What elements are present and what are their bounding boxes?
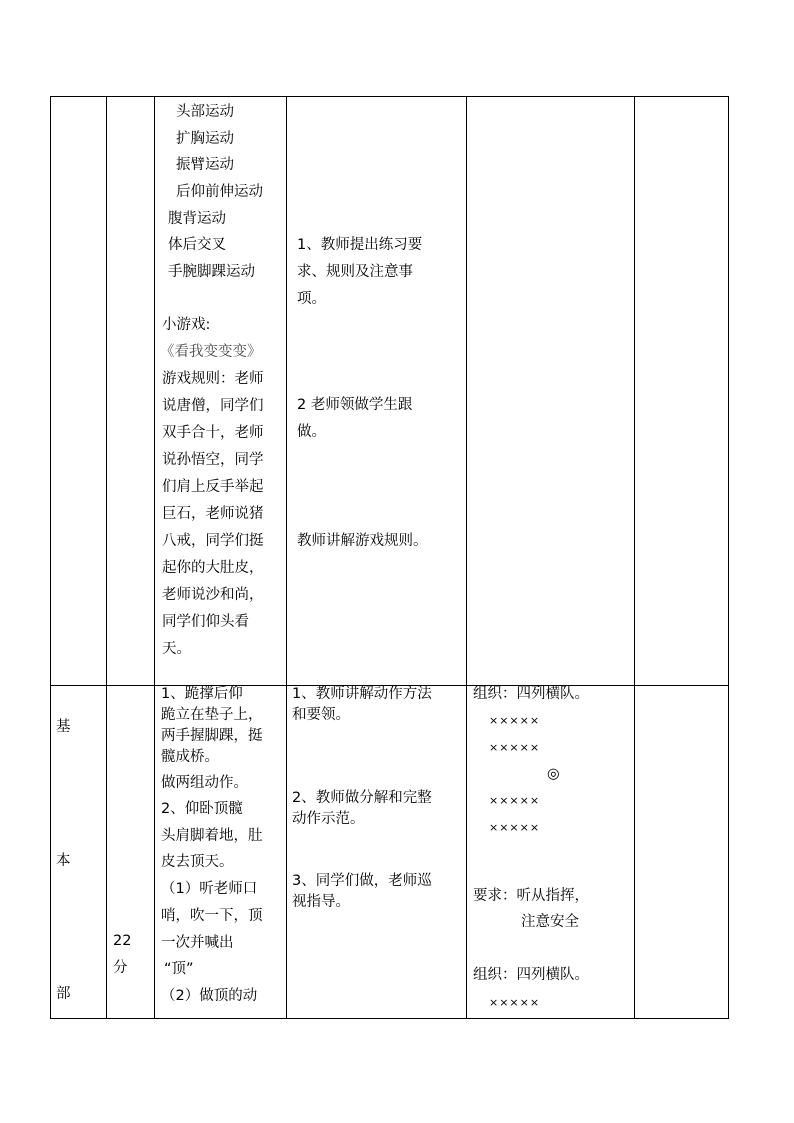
column-divider	[154, 97, 155, 1018]
teacher-position-symbol: ◎	[547, 766, 560, 782]
game-label: 小游戏:	[162, 317, 211, 333]
teacher-line: 和要领。	[292, 707, 350, 723]
content-line: （1）听老师口	[161, 881, 258, 897]
teacher-line: 求、规则及注意事	[297, 264, 413, 280]
requirement-line: 注意安全	[521, 914, 579, 930]
game-rules-line: 们肩上反手举起	[162, 479, 264, 495]
part-label-char: 基	[56, 719, 71, 735]
content-line: 头肩脚着地，肚	[161, 828, 263, 844]
game-rules-line: 说唐僧，同学们	[162, 398, 264, 414]
exercise-item: 手腕脚踝运动	[168, 264, 255, 280]
content-line: 做两组动作。	[161, 775, 248, 791]
teacher-line: 项。	[297, 291, 326, 307]
time-unit: 分	[113, 960, 128, 976]
game-rules-line: 同学们仰头看	[162, 614, 249, 630]
content-line: 一次并喊出	[161, 935, 234, 951]
game-rules-line: 八戒，同学们挺	[162, 533, 264, 549]
game-rules-line: 双手合十，老师	[162, 425, 264, 441]
teacher-line: 1、教师提出练习要	[297, 237, 423, 253]
teacher-line: 2、教师做分解和完整	[292, 790, 432, 806]
formation-row: ×××××	[489, 996, 541, 1009]
content-line: 两手握脚踝，挺	[161, 728, 263, 744]
teacher-line: 教师讲解游戏规则。	[297, 533, 428, 549]
game-name: 《看我变变变》	[160, 344, 262, 360]
content-line: 2、仰卧顶髋	[161, 801, 243, 817]
column-divider	[634, 97, 635, 1018]
formation-row: ×××××	[489, 741, 541, 754]
content-line: “顶”	[164, 961, 194, 977]
time-value: 22	[113, 933, 132, 949]
game-rules-line: 起你的大肚皮，	[162, 560, 264, 576]
teacher-line: 做。	[297, 424, 326, 440]
requirement-line: 要求：听从指挥，	[473, 888, 589, 904]
game-rules-line: 老师说沙和尚，	[162, 587, 264, 603]
column-divider	[106, 97, 107, 1018]
teacher-line: 视指导。	[292, 894, 350, 910]
formation-row: ×××××	[489, 794, 541, 807]
content-line: 1、跪撑后仰	[161, 686, 243, 702]
teacher-line: 2 老师领做学生跟	[297, 397, 413, 413]
game-rules-line: 巨石，老师说猪	[162, 506, 264, 522]
game-rules-line: 游戏规则：老师	[162, 371, 264, 387]
teacher-line: 3、同学们做，老师巡	[292, 873, 432, 889]
column-divider	[466, 97, 467, 1018]
exercise-item: 后仰前伸运动	[176, 184, 263, 200]
part-label-char: 本	[56, 853, 71, 869]
content-line: （2）做顶的动	[161, 988, 258, 1004]
formation-row: ×××××	[489, 714, 541, 727]
exercise-item: 振臂运动	[176, 157, 234, 173]
exercise-item: 腹背运动	[168, 211, 226, 227]
content-line: 哨，吹一下，顶	[161, 908, 263, 924]
content-line: 皮去顶天。	[161, 854, 234, 870]
organization-label: 组织：四列横队。	[473, 967, 589, 983]
game-rules-line: 天。	[162, 641, 191, 657]
teacher-line: 1、教师讲解动作方法	[292, 686, 432, 702]
part-label-char: 部	[56, 986, 71, 1002]
game-rules-line: 说孙悟空，同学	[162, 452, 264, 468]
exercise-item: 体后交叉	[168, 237, 226, 253]
teacher-line: 动作示范。	[292, 811, 365, 827]
formation-row: ×××××	[489, 821, 541, 834]
exercise-item: 扩胸运动	[176, 131, 234, 147]
organization-label: 组织：四列横队。	[473, 686, 589, 702]
exercise-item: 头部运动	[176, 104, 234, 120]
column-divider	[286, 97, 287, 1018]
content-line: 髋成桥。	[161, 749, 219, 765]
content-line: 跪立在垫子上，	[161, 707, 263, 723]
